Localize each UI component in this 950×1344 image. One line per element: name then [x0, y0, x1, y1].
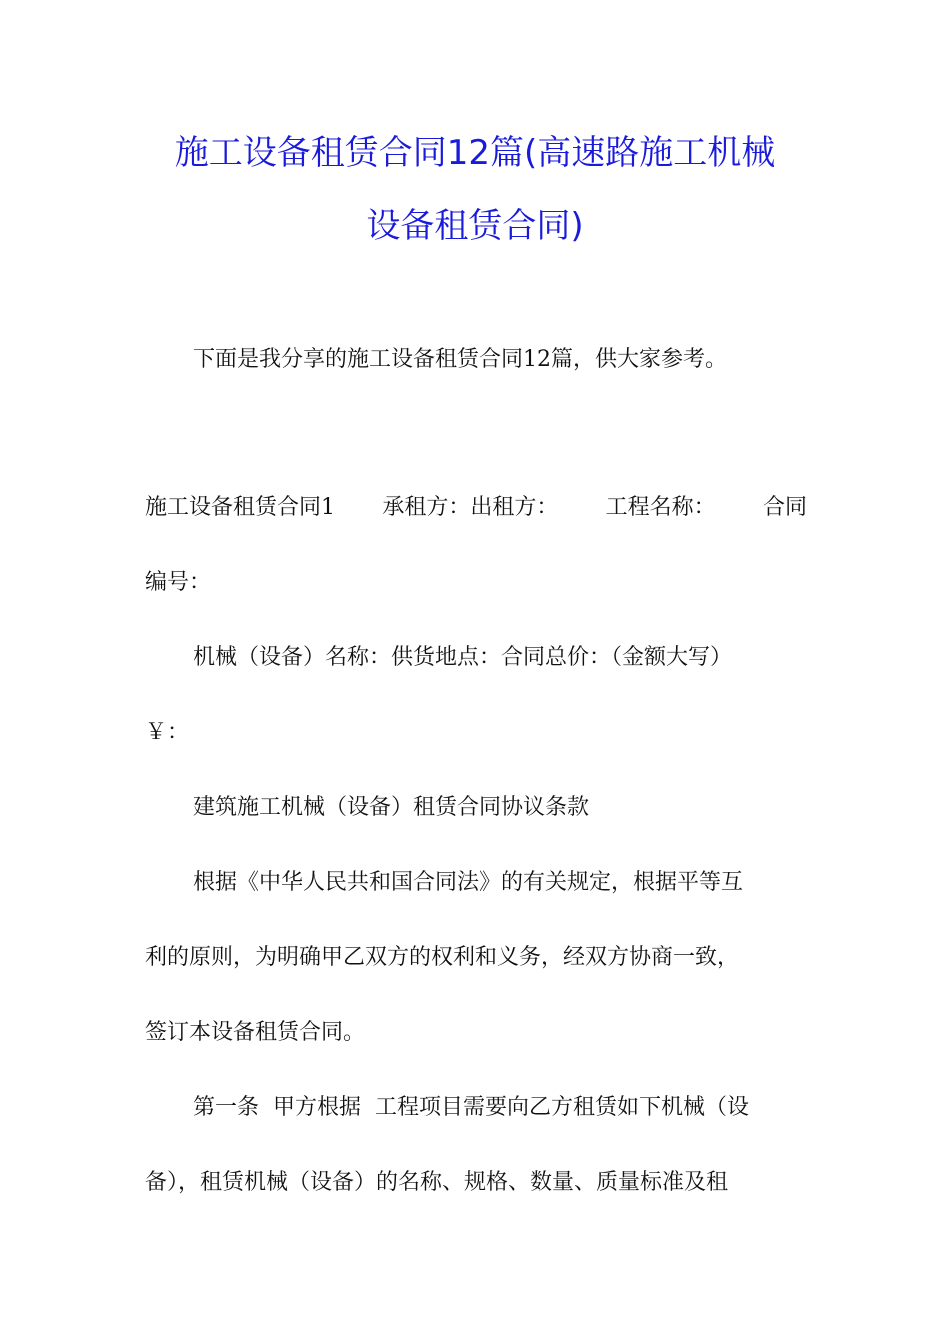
- contract-name: 施工设备租赁合同1: [145, 495, 335, 520]
- article-1-line-2: 备），租赁机械（设备）的名称、规格、数量、质量标准及租: [145, 1170, 729, 1195]
- amount-line: ￥：: [145, 720, 190, 745]
- document-title-line-2: 设备租赁合同): [366, 206, 584, 246]
- equipment-line: 机械（设备）名称：供货地点：合同总价：（金额大写）: [193, 645, 733, 670]
- document-title-line-1: 施工设备租赁合同12篇(高速路施工机械: [174, 133, 776, 173]
- paragraph-1-line-2: 利的原则，为明确甲乙双方的权利和义务，经双方协商一致，: [145, 945, 740, 970]
- paragraph-1-line-3: 签订本设备租赁合同。: [145, 1020, 366, 1045]
- contract-number-label-part2: 编号：: [145, 570, 212, 595]
- paragraph-1-line-1: 根据《中华人民共和国合同法》的有关规定，根据平等互: [193, 870, 744, 895]
- contract-number-label-part1: 合同: [762, 495, 807, 520]
- lessee-lessor-label: 承租方：出租方：: [382, 495, 559, 520]
- contract-heading-line: [145, 493, 807, 523]
- clause-title: 建筑施工机械（设备）租赁合同协议条款: [193, 795, 590, 820]
- intro-paragraph: 下面是我分享的施工设备租赁合同12篇，供大家参考。: [193, 347, 727, 372]
- project-name-label: 工程名称：: [605, 495, 716, 520]
- article-1-line-1: 第一条 甲方根据 工程项目需要向乙方租赁如下机械（设: [193, 1095, 749, 1120]
